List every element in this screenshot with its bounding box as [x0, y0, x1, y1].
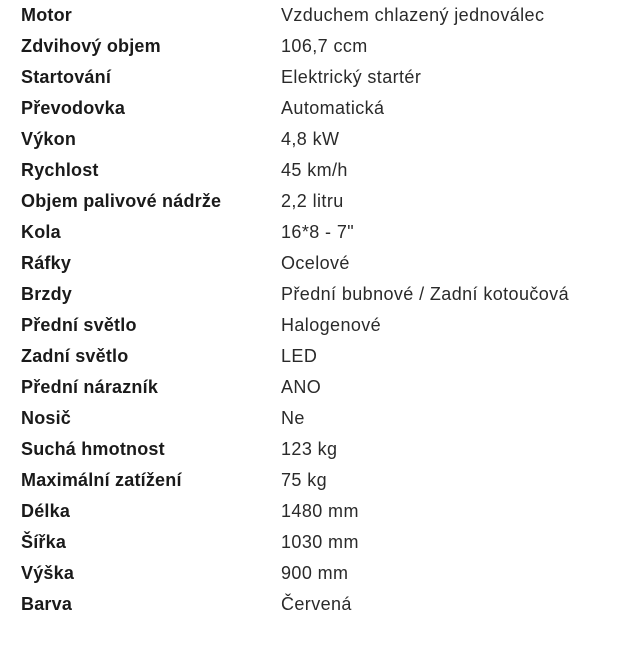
spec-row-power: [21, 124, 631, 155]
spec-label: Převodovka: [21, 98, 126, 118]
spec-label: Délka: [21, 501, 71, 521]
spec-label: Nosič: [21, 408, 72, 428]
spec-row-carrier: [21, 403, 631, 434]
spec-value: Elektrický startér: [281, 67, 422, 87]
spec-row-dry-weight: [21, 434, 631, 465]
spec-row-starting: [21, 62, 631, 93]
spec-row-displacement: [21, 31, 631, 62]
spec-label: Motor: [21, 5, 72, 25]
spec-value: 16*8 - 7": [281, 222, 355, 242]
spec-row-fuel-tank: [21, 186, 631, 217]
spec-row-color: [21, 589, 631, 620]
spec-label: Přední nárazník: [21, 377, 159, 397]
spec-row-height: [21, 558, 631, 589]
spec-label: Zdvihový objem: [21, 36, 161, 56]
spec-value: Přední bubnové / Zadní kotoučová: [281, 284, 569, 304]
spec-value: 123 kg: [281, 439, 338, 459]
spec-row-brakes: [21, 279, 631, 310]
spec-value: 106,7 ccm: [281, 36, 368, 56]
spec-value: ANO: [281, 377, 322, 397]
spec-label: Výkon: [21, 129, 77, 149]
spec-label: Startování: [21, 67, 112, 87]
spec-label: Suchá hmotnost: [21, 439, 165, 459]
spec-value: 900 mm: [281, 563, 349, 583]
spec-row-motor: [21, 0, 631, 31]
spec-row-max-load: [21, 465, 631, 496]
spec-label: Objem palivové nádrže: [21, 191, 222, 211]
spec-label: Zadní světlo: [21, 346, 129, 366]
spec-label: Brzdy: [21, 284, 73, 304]
spec-value: Ocelové: [281, 253, 350, 273]
spec-table: [21, 0, 631, 620]
spec-value: Automatická: [281, 98, 385, 118]
spec-row-front-bumper: [21, 372, 631, 403]
spec-row-transmission: [21, 93, 631, 124]
spec-row-rims: [21, 248, 631, 279]
spec-row-width: [21, 527, 631, 558]
spec-label: Maximální zatížení: [21, 470, 182, 490]
spec-value: Halogenové: [281, 315, 382, 335]
spec-label: Ráfky: [21, 253, 72, 273]
spec-value: 4,8 kW: [281, 129, 340, 149]
spec-row-wheels: [21, 217, 631, 248]
spec-row-length: [21, 496, 631, 527]
spec-value: 45 km/h: [281, 160, 348, 180]
spec-label: Kola: [21, 222, 61, 242]
spec-label: Rychlost: [21, 160, 99, 180]
spec-label: Barva: [21, 594, 73, 614]
spec-value: LED: [281, 346, 318, 366]
spec-value: Ne: [281, 408, 305, 428]
spec-row-front-light: [21, 310, 631, 341]
spec-value: 1030 mm: [281, 532, 359, 552]
spec-label: Přední světlo: [21, 315, 137, 335]
spec-label: Šířka: [21, 532, 67, 552]
spec-value: 75 kg: [281, 470, 328, 490]
spec-label: Výška: [21, 563, 75, 583]
spec-value: 1480 mm: [281, 501, 359, 521]
spec-value: Vzduchem chlazený jednoválec: [281, 5, 545, 25]
spec-row-rear-light: [21, 341, 631, 372]
spec-value: 2,2 litru: [281, 191, 344, 211]
spec-row-speed: [21, 155, 631, 186]
spec-value: Červená: [281, 594, 352, 614]
